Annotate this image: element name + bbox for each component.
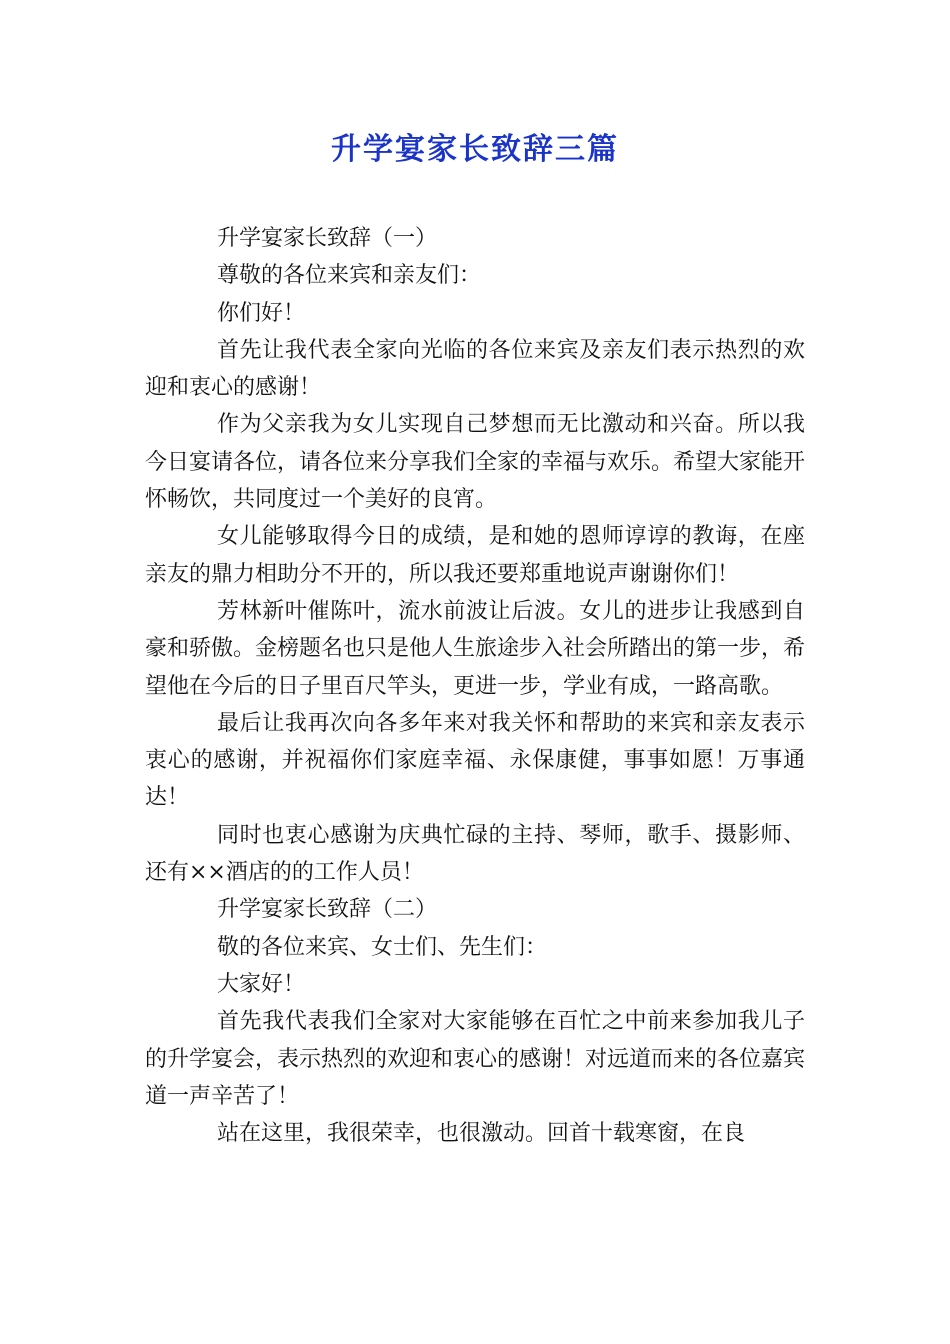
paragraph: 同时也衷心感谢为庆典忙碌的主持、琴师，歌手、摄影师、还有××酒店的的工作人员！ [145, 822, 805, 886]
paragraph: 首先让我代表全家向光临的各位来宾及亲友们表示热烈的欢迎和衷心的感谢！ [145, 337, 805, 401]
section-heading: 升学宴家长致辞（二） [217, 897, 438, 923]
greeting: 大家好！ [217, 971, 306, 997]
paragraph: 首先我代表我们全家对大家能够在百忙之中前来参加我儿子的升学宴会，表示热烈的欢迎和衷心的感谢！对远道而来的各位嘉宾道一声辛苦了！ [145, 1009, 806, 1109]
paragraph: 最后让我再次向各多年来对我关怀和帮助的来宾和亲友表示衷心的感谢，并祝福你们家庭幸福、永保康健，事事如愿！万事通达！ [145, 710, 805, 811]
salutation: 尊敬的各位来宾和亲友们： [217, 263, 482, 289]
paragraph: 作为父亲我为女儿实现自己梦想而无比激动和兴奋。所以我今日宴请各位，请各位来分享我们全家的幸福与欢乐。希望大家能开怀畅饮，共同度过一个美好的良宵。 [145, 412, 806, 513]
salutation: 敬的各位来宾、女士们、先生们： [217, 934, 548, 960]
document-body [145, 220, 805, 1152]
paragraph: 芳林新叶催陈叶，流水前波让后波。女儿的进步让我感到自豪和骄傲。金榜题名也只是他人生旅途步入社会所踏出的第一步，希望他在今后的日子里百尺竿头，更进一步，学业有成，一路高歌。 [145, 598, 806, 699]
document-title: 升学宴家长致辞三篇 [331, 132, 619, 167]
paragraph: 站在这里，我很荣幸，也很激动。回首十载寒窗，在良 [217, 1121, 746, 1147]
paragraph: 女儿能够取得今日的成绩，是和她的恩师谆谆的教诲，在座亲友的鼎力相助分不开的，所以我还要郑重地说声谢谢你们！ [145, 524, 805, 587]
section-heading: 升学宴家长致辞（一） [217, 226, 438, 251]
greeting: 你们好！ [217, 300, 306, 326]
